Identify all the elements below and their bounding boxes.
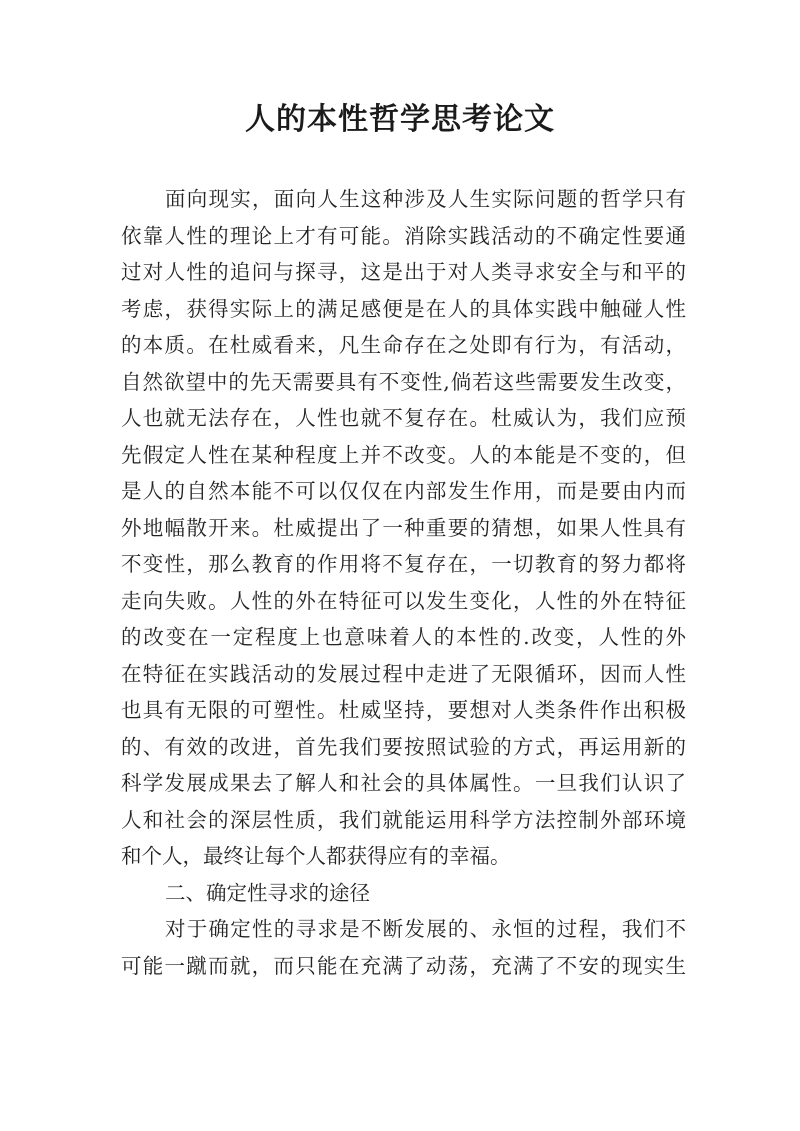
text-line: 先假定人性在某种程度上并不改变。人的本能是不变的，但 [121,442,686,467]
text-line: 科学发展成果去了解人和社会的具体属性。一旦我们认识了 [121,771,686,795]
text-line: 外地幅散开来。杜威提出了一种重要的猜想，如果人性具有 [121,515,686,540]
text-line: 考虑，获得实际上的满足感便是在人的具体实践中触碰人性 [121,296,686,321]
text-line: 过对人性的追问与探寻，这是出于对人类寻求安全与和平的 [121,260,686,284]
text-line: 可能一蹴而就，而只能在充满了动荡，充满了不安的现实生 [121,953,686,978]
document-body [121,181,686,984]
paragraph [121,181,686,875]
text-line: 自然欲望中的先天需要具有不变性,倘若这些需要发生改变， [121,369,686,394]
paragraph [121,911,686,984]
text-line: 人和社会的深层性质，我们就能运用科学方法控制外部环境 [121,807,686,832]
text-line: 的、有效的改进，首先我们要按照试验的方式，再运用新的 [121,734,686,759]
document-title: 人的本性哲学思考论文 [245,102,555,137]
text-line: 是人的自然本能不可以仅仅在内部发生作用，而是要由内而 [121,479,686,503]
text-line: 不变性，那么教育的作用将不复存在，一切教育的努力都将 [121,552,686,576]
text-line: 和个人，最终让每个人都获得应有的幸福。 [121,844,511,868]
text-line: 面向现实，面向人生这种涉及人生实际问题的哲学只有 [165,187,686,211]
text-line: 的改变在一定程度上也意味着人的本性的.改变，人性的外 [121,625,686,649]
text-line: 的本质。在杜威看来，凡生命存在之处即有行为，有活动， [121,333,686,357]
text-line: 也具有无限的可塑性。杜威坚持，要想对人类条件作出积极 [121,698,686,722]
text-line: 走向失败。人性的外在特征可以发生变化，人性的外在特征 [121,588,686,613]
section-heading: 二、确定性寻求的途径 [165,880,370,905]
text-line: 人也就无法存在，人性也就不复存在。杜威认为，我们应预 [121,406,686,430]
text-line: 依靠人性的理论上才有可能。消除实践活动的不确定性要通 [121,223,686,248]
text-line: 对于确定性的寻求是不断发展的、永恒的过程，我们不 [165,917,686,941]
text-line: 在特征在实践活动的发展过程中走进了无限循环，因而人性 [121,661,686,686]
